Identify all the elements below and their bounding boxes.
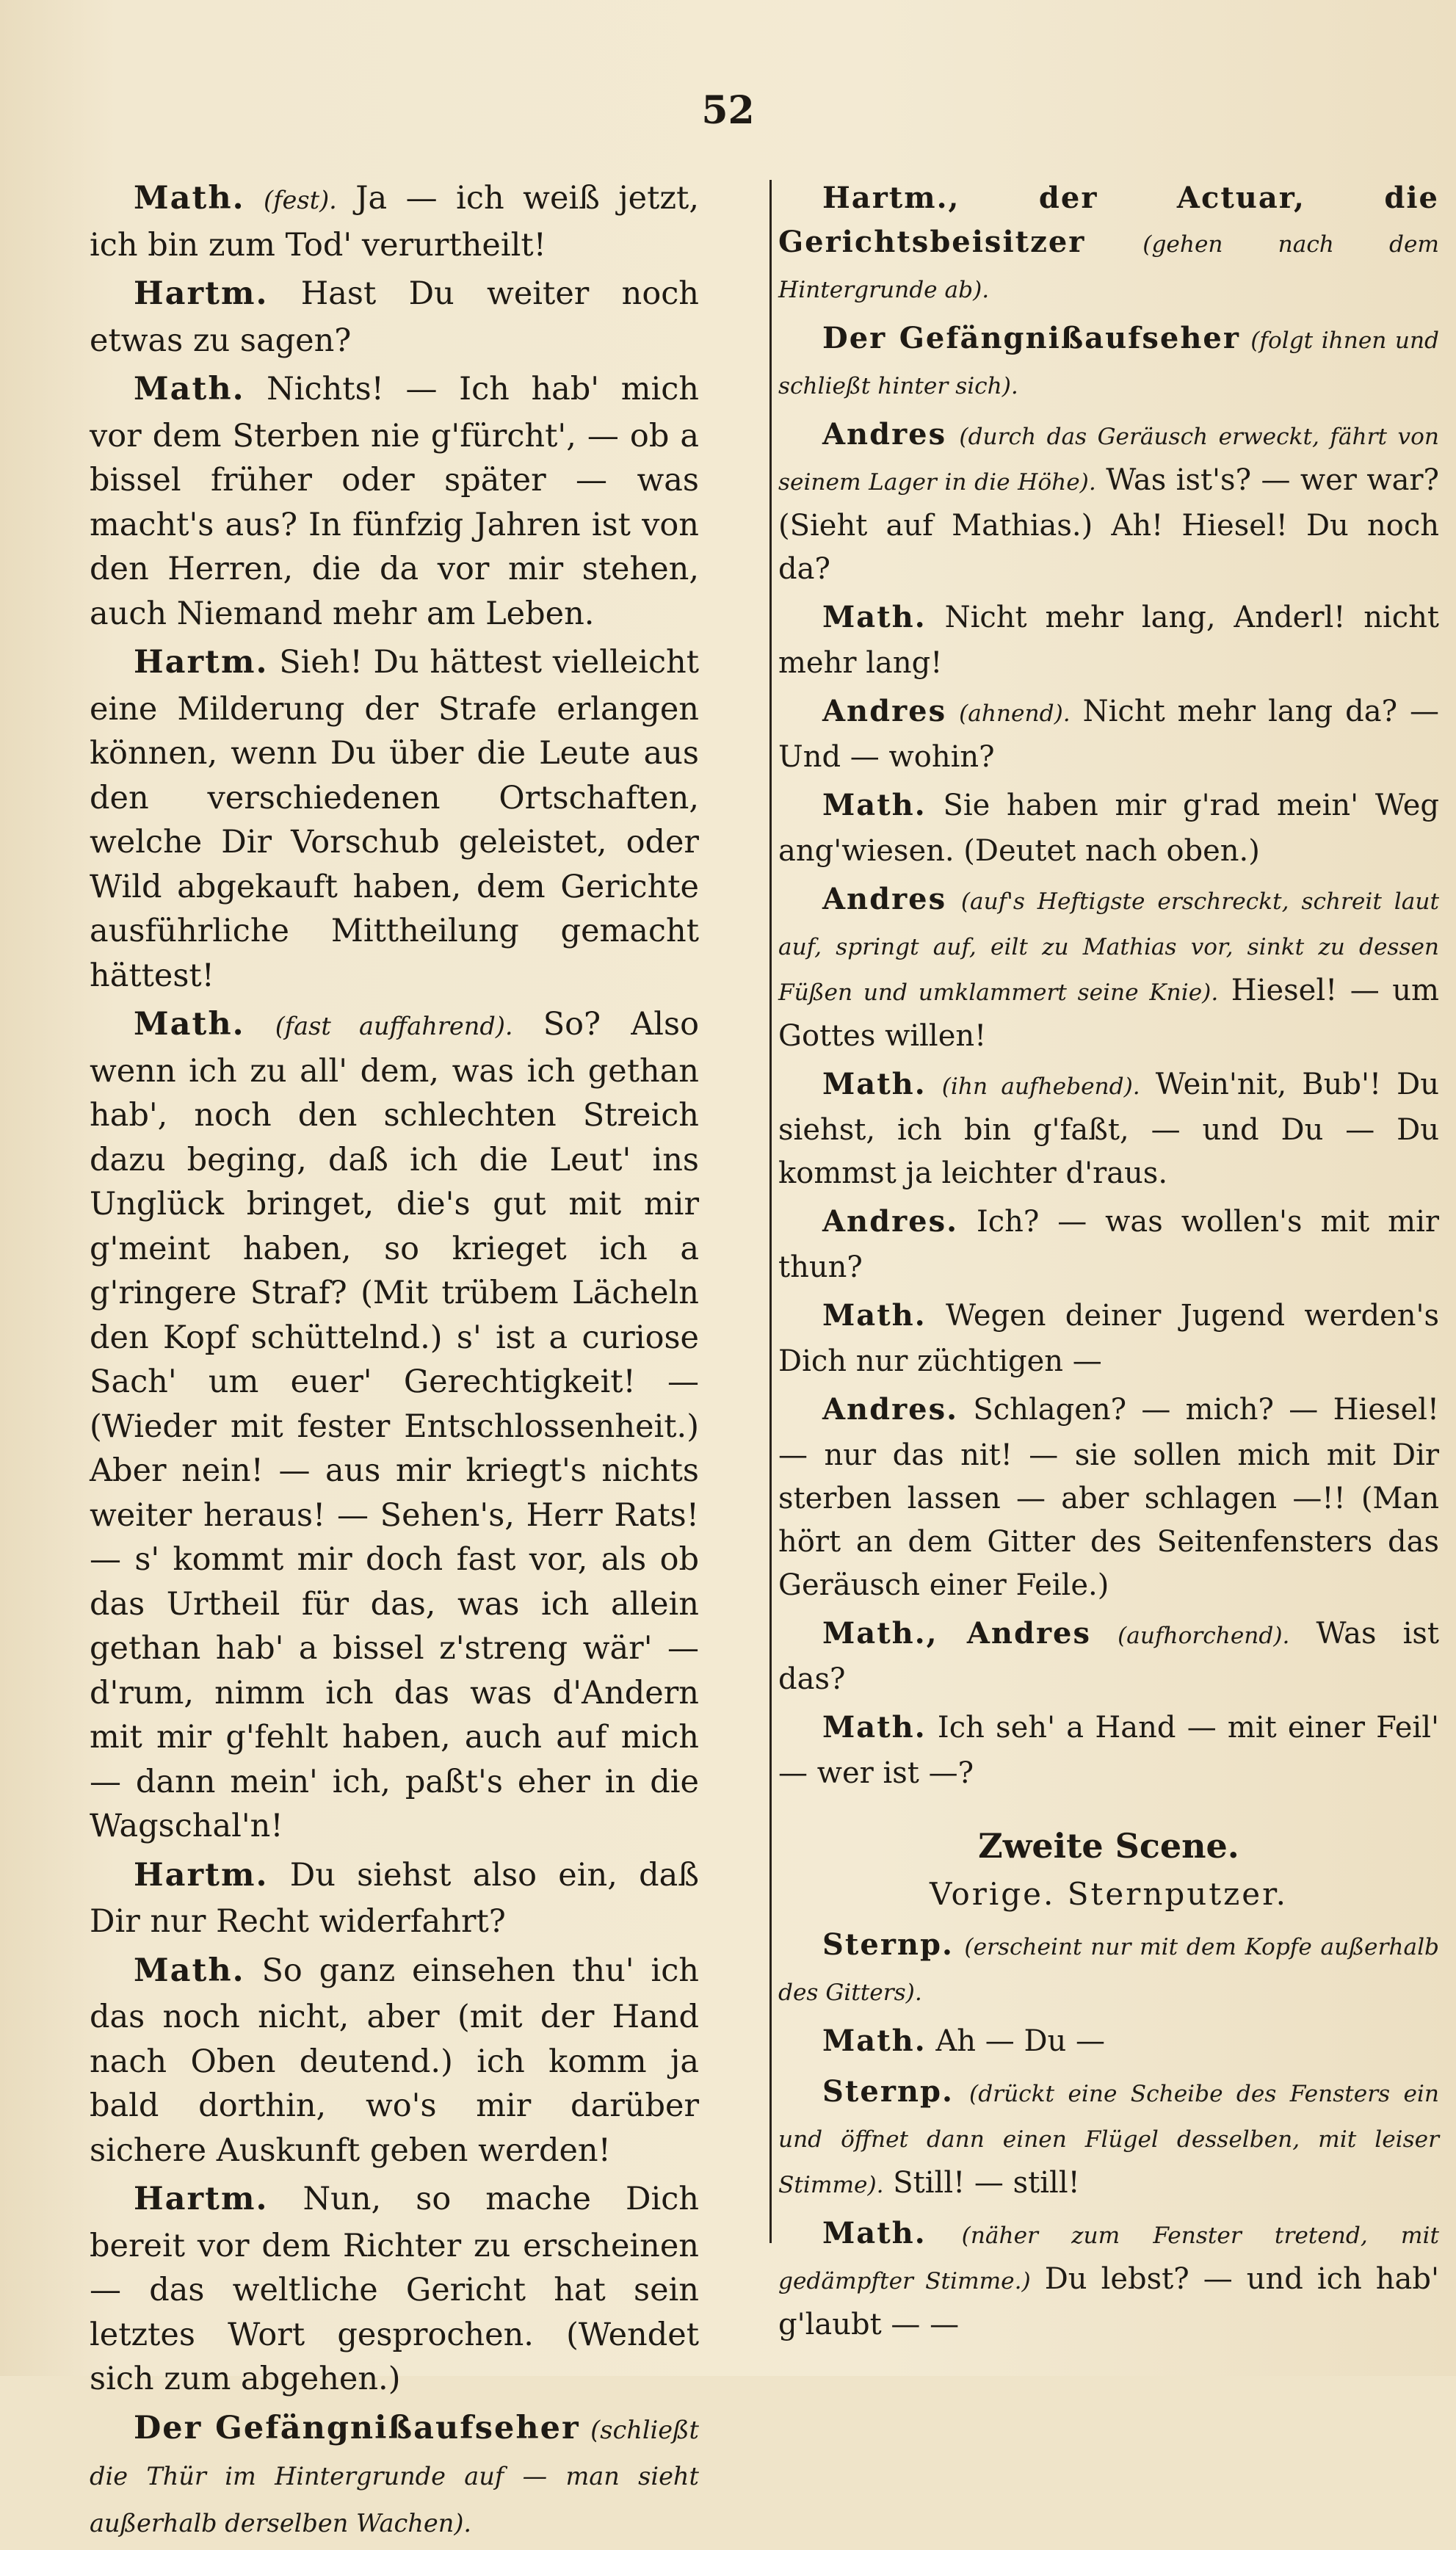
dialogue-paragraph [778,176,1439,312]
dialogue-paragraph [90,2406,699,2546]
speaker-name: Sternp. [822,2074,954,2109]
dialogue-paragraph [778,1923,1439,2015]
stage-direction: (schließt die Thür im Hintergrunde auf — man sieht außerhalb derselben Wachen). [90,2415,700,2538]
dialogue-text: Ich? — was wollen's mit mir thun? [778,1205,1439,1284]
speaker-name: Der Gefängnißaufseher [134,2409,580,2446]
dialogue-paragraph [778,2212,1439,2347]
dialogue-paragraph [90,176,699,267]
dialogue-text: Was ist das? [778,1617,1439,1696]
dialogue-paragraph [778,1706,1439,1795]
dialogue-text: Ah — Du — [935,2024,1106,2058]
speaker-name: Hartm. [134,275,269,312]
stage-direction: (auf's Heftigste erschreckt, schreit laut auf, springt auf, eilt zu Mathias vor, sinkt zu dessen Füßen und umklammert seine Knie). [778,888,1439,1006]
dialogue-paragraph [778,1062,1439,1195]
dialogue-text: Nichts! — Ich hab' mich vor dem Sterben nie g'fürcht', — ob a bissel früher oder später — was macht's aus? In fünfzig Jahren ist von den Herren, die da vor mir stehen, auch Niemand mehr am Leben. [90,371,700,632]
speaker-name: Math. [822,1298,927,1333]
dialogue-paragraph [778,595,1439,685]
speaker-name: Hartm. [134,1856,269,1894]
stage-direction: (näher zum Fenster tretend, mit gedämpfter Stimme.) [778,2223,1439,2294]
stage-direction: (fest). [264,186,337,214]
speaker-name: Hartm. [134,644,269,681]
dialogue-text: Still! — still! [893,2166,1080,2200]
dialogue-paragraph [778,2019,1439,2065]
dialogue-paragraph [90,1002,699,1849]
right-column-scene-dialogue [778,1923,1439,2347]
dialogue-paragraph [778,783,1439,873]
dialogue-paragraph [778,1294,1439,1383]
speaker-name: Math. [134,180,245,217]
scene-title: Zweite Scene. [978,1826,1239,1866]
right-column-dialogue [778,176,1439,1795]
dialogue-text: Hiesel! — um Gottes willen! [778,974,1439,1053]
speaker-name: Hartm. [134,2181,269,2217]
stage-direction: (ihn aufhebend). [941,1073,1140,1100]
stage-direction: (ahnend). [959,700,1071,727]
speaker-name: Andres [822,882,947,916]
dialogue-paragraph [778,1612,1439,1701]
speaker-name: Sternp. [822,1927,954,1962]
speaker-name: Math. [822,600,927,634]
column-divider [769,180,772,2243]
speaker-name: Math. [822,788,927,822]
dialogue-text: Hast Du weiter noch etwas zu sagen? [90,275,699,359]
speaker-name: Math., Andres [822,1616,1092,1651]
dialogue-paragraph [90,367,699,636]
speaker-name: Math. [134,1952,245,1989]
speaker-name: Andres. [822,1204,959,1239]
dialogue-text: Sieh! Du hättest vielleicht eine Milderung der Strafe erlangen können, wenn Du über die Leute aus den verschiedenen Ortschaften, welche Dir Vorschub geleistet, oder Wild abgekauft haben, dem Gerichte ausführliche Mittheilung gemacht hättest! [90,644,699,994]
dialogue-paragraph [90,640,699,998]
stage-direction: (durch das Geräusch erweckt, fährt von seinem Lager in die Höhe). [778,424,1439,496]
speaker-name: Math. [822,1067,927,1101]
dialogue-paragraph [778,413,1439,591]
dialogue-text: Nicht mehr lang da? — Und — wohin? [778,695,1439,774]
dialogue-paragraph [90,1949,699,2173]
dialogue-text: Sie haben mir g'rad mein' Weg ang'wiesen. (Deutet nach oben.) [778,789,1439,868]
stage-direction: (folgt ihnen und schließt hinter sich). [778,327,1440,399]
scene-subtitle: Vorige. Sternputzer. [930,1876,1288,1912]
dialogue-text: Ich seh' a Hand — mit einer Feil' — wer ist —? [778,1711,1439,1790]
page-number: 52 [701,88,755,133]
speaker-name: Der Gefängnißaufseher [822,321,1240,355]
right-column [778,176,1439,2351]
speaker-name: Andres. [822,1392,959,1427]
dialogue-paragraph [778,1200,1439,1289]
speaker-name: Math. [822,2024,927,2058]
dialogue-text: Schlagen? — mich? — Hiesel! — nur das nit! — sie sollen mich mit Dir sterben lassen — aber schlagen —!! (Man hört an dem Gitter des Seitenfensters das Geräusch einer Feile.) [778,1393,1440,1602]
dialogue-text: Wein'nit, Bub'! Du siehst, ich bin g'faßt, — und Du — Du kommst ja leichter d'raus. [778,1068,1440,1190]
dialogue-text: Du siehst also ein, daß Dir nur Recht widerfahrt? [90,1856,699,1940]
dialogue-text: Wegen deiner Jugend werden's Dich nur züchtigen — [778,1299,1439,1378]
dialogue-text: So ganz einsehen thu' ich das noch nicht, aber (mit der Hand nach Oben deutend.) ich komm ja bald dorthin, wo's mir darüber sichere Auskunft geben werden! [90,1952,700,2169]
stage-direction: (gehen nach dem Hintergrunde ab). [778,231,1439,303]
speaker-name: Math. [822,2216,927,2250]
stage-direction: (aufhorchend). [1118,1623,1290,1649]
dialogue-text: So? Also wenn ich zu all' dem, was ich gethan hab', noch den schlechten Streich dazu beging, daß ich die Leut' ins Unglück bringet, die's gut mit mir g'meint haben, so krieget ich a g'ringere Straf? (Mit trübem Lächeln den Kopf schüttelnd.) s' ist a curiose Sach' um euer' Gerechtigkeit! — (Wieder mit fester Entschlossenheit.) Aber nein! — aus mir kriegt's nichts weiter heraus! — Sehen's, Herr Rats! — s' kommt mir doch fast vor, als ob das Urtheil für das, was ich allein gethan hab' a bissel z'streng wär' — d'rum, nimm ich das was d'Andern mit mir g'fehlt haben, auch auf mich — dann mein' ich, paßt's eher in die Wagschal'n! [90,1006,699,1844]
speaker-name: Hartm., der Actuar, die Gerichtsbeisitzer [778,181,1439,259]
speaker-name: Andres [822,417,947,452]
stage-direction: (erscheint nur mit dem Kopfe außerhalb des Gitters). [778,1934,1440,2006]
dialogue-paragraph [90,2177,699,2402]
dialogue-text: Du lebst? — und ich hab' g'laubt — — [778,2262,1439,2341]
speaker-name: Andres [822,694,947,728]
left-column [90,176,699,2550]
speaker-name: Math. [822,1710,927,1745]
dialogue-paragraph [778,877,1439,1058]
dialogue-text: Was ist's? — wer war? (Sieht auf Mathias.) Ah! Hiesel! Du noch da? [778,463,1439,586]
dialogue-paragraph [778,316,1439,408]
stage-direction: (drückt eine Scheibe des Fensters ein und öffnet dann einen Flügel desselben, mit leiser Stimme). [778,2081,1439,2198]
dialogue-text: Nun, so mache Dich bereit vor dem Richter zu erscheinen — das weltliche Gericht hat sein letztes Wort gesprochen. (Wendet sich zum abgehen.) [90,2181,699,2397]
speaker-name: Math. [134,371,245,408]
dialogue-text: Nicht mehr lang, Anderl! nicht mehr lang! [778,601,1439,680]
dialogue-paragraph [90,272,699,363]
dialogue-paragraph [778,689,1439,779]
stage-direction: (fast auffahrend). [275,1012,513,1040]
dialogue-paragraph [778,1388,1439,1607]
dialogue-text: Ja — ich weiß jetzt, ich bin zum Tod' verurtheilt! [90,180,700,264]
speaker-name: Math. [134,1006,245,1043]
dialogue-paragraph [778,2070,1439,2207]
dialogue-paragraph [90,1853,699,1944]
